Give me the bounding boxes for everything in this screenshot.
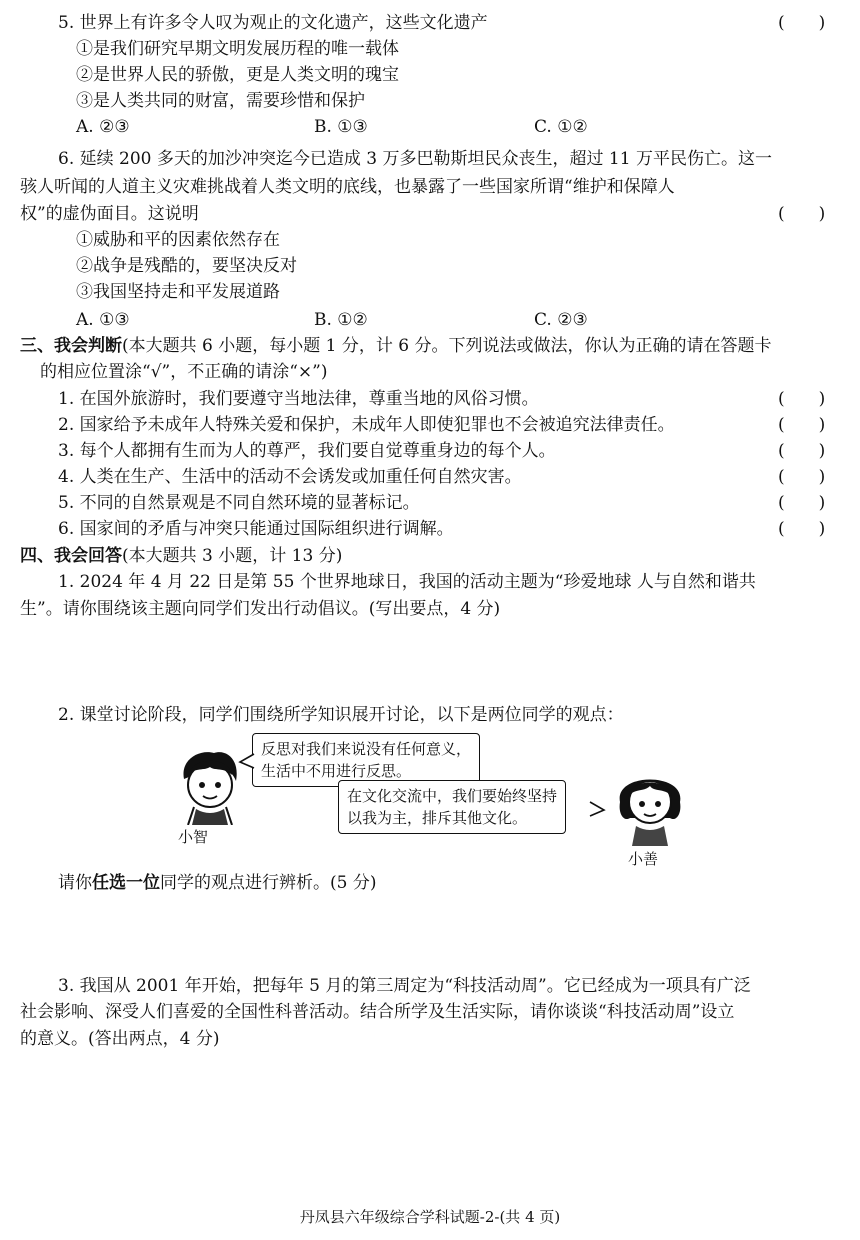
s4-q2-ask-pre: 请你 bbox=[58, 873, 92, 893]
q6-item-2: ②战争是残酷的，要坚决反对 bbox=[76, 256, 297, 276]
q6-item-3: ③我国坚持走和平发展道路 bbox=[76, 282, 280, 302]
q5-option-c: C. ①② bbox=[534, 117, 588, 137]
judge-paren-3: ( ) bbox=[778, 441, 826, 461]
s4-q2-ask-post: 同学的观点进行辨析。(5 分) bbox=[160, 873, 377, 893]
q5-option-b: B. ①③ bbox=[314, 117, 368, 137]
girl-illustration bbox=[608, 762, 692, 846]
bubble1-line-2: 生活中不用进行反思。 bbox=[261, 762, 412, 780]
section3-desc-2: 的相应位置涂“√”，不正确的请涂“×”) bbox=[40, 362, 328, 382]
judge-item-6: 6. 国家间的矛盾与冲突只能通过国际组织进行调解。 bbox=[58, 519, 454, 539]
q6-stem-line-1: 6. 延续 200 多天的加沙冲突迄今已造成 3 万多巴勒斯坦民众丧生，超过 11 万平民伤亡。这一 bbox=[58, 149, 772, 169]
s4-q3-line-2: 社会影响、深受人们喜爱的全国性科普活动。结合所学及生活实际，请你谈谈“科技活动周”设立 bbox=[20, 1002, 735, 1022]
s4-q3-line-3: 的意义。(答出两点，4 分) bbox=[20, 1029, 220, 1049]
judge-paren-6: ( ) bbox=[778, 519, 826, 539]
section4-title: 四、我会回答 bbox=[20, 546, 122, 566]
q6-stem-line-2: 骇人听闻的人道主义灾难挑战着人类文明的底线，也暴露了一些国家所谓“维护和保障人 bbox=[20, 177, 675, 197]
s4-q2-ask-bold: 任选一位 bbox=[92, 873, 160, 893]
bubble1-line-1: 反思对我们来说没有任何意义， bbox=[261, 740, 472, 758]
q6-option-c: C. ②③ bbox=[534, 310, 588, 330]
judge-paren-2: ( ) bbox=[778, 415, 826, 435]
section3-desc-1: (本大题共 6 小题，每小题 1 分，计 6 分。下列说法或做法，你认为正确的请在答题卡 bbox=[122, 336, 772, 356]
bubble1-tail bbox=[238, 752, 256, 772]
q6-item-1: ①威胁和平的因素依然存在 bbox=[76, 230, 280, 250]
q5-option-a: A. ②③ bbox=[76, 117, 130, 137]
bubble2-tail bbox=[588, 800, 606, 820]
q5-stem: 5. 世界上有许多令人叹为观止的文化遗产，这些文化遗产 bbox=[58, 13, 488, 33]
name-xiaozhi: 小智 bbox=[178, 828, 209, 846]
section3-title: 三、我会判断 bbox=[20, 336, 122, 356]
q5-item-1: ①是我们研究早期文明发展历程的唯一载体 bbox=[76, 39, 399, 59]
q6-stem-line-3: 权”的虚伪面目。这说明 bbox=[20, 204, 199, 224]
judge-item-2: 2. 国家给予未成年人特殊关爱和保护，未成年人即使犯罪也不会被追究法律责任。 bbox=[58, 415, 675, 435]
judge-item-1: 1. 在国外旅游时，我们要遵守当地法律，尊重当地的风俗习惯。 bbox=[58, 389, 539, 409]
judge-item-5: 5. 不同的自然景观是不同自然环境的显著标记。 bbox=[58, 493, 420, 513]
s4-q3-line-1: 3. 我国从 2001 年开始，把每年 5 月的第三周定为“科技活动周”。它已经成为一项具有广泛 bbox=[58, 976, 751, 996]
name-xiaoshan: 小善 bbox=[628, 850, 659, 868]
s4-q2-ask bbox=[58, 870, 376, 896]
section4-desc: (本大题共 3 小题，计 13 分) bbox=[122, 546, 343, 566]
q6-option-a: A. ①③ bbox=[76, 310, 130, 330]
s4-q2-stem: 2. 课堂讨论阶段，同学们围绕所学知识展开讨论，以下是两位同学的观点： bbox=[58, 705, 624, 725]
speech-bubble-xiaoshan bbox=[338, 780, 566, 834]
judge-paren-4: ( ) bbox=[778, 467, 826, 487]
bubble2-line-2: 以我为主，排斥其他文化。 bbox=[347, 809, 528, 827]
page-footer: 丹凤县六年级综合学科试题-2-(共 4 页) bbox=[299, 1208, 561, 1226]
judge-paren-1: ( ) bbox=[778, 389, 826, 409]
judge-item-4: 4. 人类在生产、生活中的活动不会诱发或加重任何自然灾害。 bbox=[58, 467, 522, 487]
q5-item-2: ②是世界人民的骄傲，更是人类文明的瑰宝 bbox=[76, 65, 399, 85]
section4-header bbox=[20, 543, 342, 569]
bubble2-line-1: 在文化交流中，我们要始终坚持 bbox=[347, 787, 558, 805]
s4-q1-line-2: 生”。请你围绕该主题向同学们发出行动倡议。(写出要点，4 分) bbox=[20, 599, 501, 619]
q6-option-b: B. ①② bbox=[314, 310, 368, 330]
judge-item-3: 3. 每个人都拥有生而为人的尊严，我们要自觉尊重身边的每个人。 bbox=[58, 441, 556, 461]
q5-item-3: ③是人类共同的财富，需要珍惜和保护 bbox=[76, 91, 365, 111]
speech-bubble-xiaozhi bbox=[252, 733, 480, 787]
q6-answer-paren: ( ) bbox=[778, 204, 826, 224]
q5-answer-paren: ( ) bbox=[778, 13, 826, 33]
section3-header bbox=[20, 333, 772, 359]
judge-paren-5: ( ) bbox=[778, 493, 826, 513]
s4-q1-line-1: 1. 2024 年 4 月 22 日是第 55 个世界地球日，我国的活动主题为“珍爱地球 人与自然和谐共 bbox=[58, 572, 756, 592]
